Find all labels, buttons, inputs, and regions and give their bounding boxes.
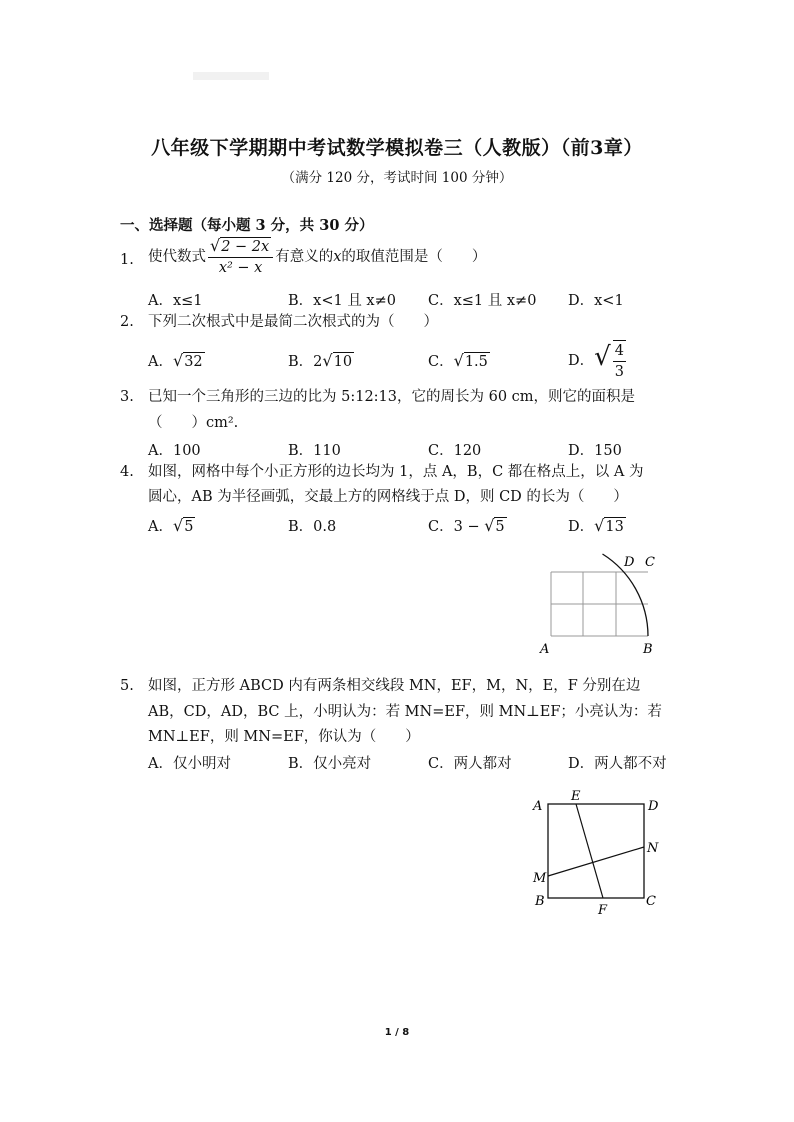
top-mark [193, 72, 269, 80]
q2-option-b[interactable]: B．2√10 [288, 351, 353, 370]
q5-line1: 如图，正方形 ABCD 内有两条相交线段 MN，EF，M，N，E，F 分别在边 [148, 678, 641, 694]
q1-text-before: 使代数式 [148, 249, 206, 265]
q1-var: x [333, 249, 342, 265]
q3-line2: （ ）cm². [148, 415, 239, 431]
q5-option-d[interactable]: D．两人都不对 [568, 756, 667, 772]
q3-option-a[interactable]: A．100 [148, 443, 201, 459]
q1-option-c[interactable]: C．x≤1 且 x≠0 [428, 293, 537, 309]
q5-number: 5. [120, 678, 134, 694]
q4-label-c: C [645, 555, 655, 570]
q5-label-d: D [648, 799, 659, 814]
q4-number: 4. [120, 464, 134, 480]
q5-label-c: C [646, 894, 656, 909]
q5-square-figure [527, 788, 667, 918]
q5-option-b[interactable]: B．仅小亮对 [288, 756, 372, 772]
q4-label-b: B [643, 642, 653, 657]
q4-option-d[interactable]: D．√13 [568, 516, 624, 535]
q4-option-a[interactable]: A．√5 [148, 516, 194, 535]
q4-grid-figure [535, 548, 665, 658]
q5-label-e: E [571, 789, 581, 804]
q5-option-c[interactable]: C．两人都对 [428, 756, 512, 772]
page-subtitle: （满分 120 分，考试时间 100 分钟） [281, 170, 513, 186]
q2-option-a[interactable]: A．√32 [148, 351, 203, 370]
page-title: 八年级下学期期中考试数学模拟卷三（人教版）（前3章） [151, 137, 643, 159]
q5-label-f: F [598, 903, 608, 918]
q3-option-c[interactable]: C．120 [428, 443, 482, 459]
q2-number: 2. [120, 314, 134, 330]
q4-option-c[interactable]: C．3 − √5 [428, 516, 505, 535]
q1-number: 1. [120, 252, 134, 268]
q3-line1: 已知一个三角形的三边的比为 5:12:13，它的周长为 60 cm，则它的面积是 [148, 389, 636, 405]
q5-line2: AB，CD，AD，BC 上，小明认为：若 MN=EF，则 MN⊥EF；小亮认为：若 [148, 704, 662, 720]
q4-label-d: D [624, 555, 635, 570]
q3-option-d[interactable]: D．150 [568, 443, 622, 459]
q1-option-b[interactable]: B．x<1 且 x≠0 [288, 293, 396, 309]
section-heading: 一、选择题（每小题 3 分，共 30 分） [120, 217, 374, 234]
q5-segment-ef [576, 804, 603, 898]
q3-number: 3. [120, 389, 134, 405]
q4-label-a: A [540, 642, 550, 657]
q1-denominator: x² − x [218, 260, 263, 276]
q5-option-a[interactable]: A．仅小明对 [148, 756, 231, 772]
q4-line2: 圆心，AB 为半径画弧，交最上方的网格线于点 D，则 CD 的长为（ ） [148, 489, 628, 505]
q2-option-c[interactable]: C．√1.5 [428, 351, 488, 370]
q5-label-a: A [533, 799, 543, 814]
q3-option-b[interactable]: B．110 [288, 443, 341, 459]
q5-label-b: B [535, 894, 545, 909]
q1-text-after: 有意义的 [275, 249, 334, 265]
q5-label-n: N [647, 841, 659, 856]
q1-option-a[interactable]: A．x≤1 [148, 293, 203, 309]
q1-option-d[interactable]: D．x<1 [568, 293, 624, 309]
q1-text-end: 的取值范围是（ ） [341, 249, 487, 265]
page-number: 1 / 8 [384, 1027, 410, 1038]
q5-line3: MN⊥EF，则 MN=EF，你认为（ ） [148, 729, 420, 745]
q2-d-fraction: $\frac{4}{3}$ [613, 340, 626, 382]
q2-option-d[interactable]: D．√ $\frac{4}{3}$ [568, 342, 624, 380]
q2-stem: 下列二次根式中是最简二次根式的为（ ） [148, 314, 438, 330]
q1-numerator: √2 − 2x [208, 236, 273, 258]
q4-option-b[interactable]: B．0.8 [288, 519, 337, 535]
q1-fraction [208, 236, 273, 278]
q5-label-m: M [533, 871, 547, 886]
q4-line1: 如图，网格中每个小正方形的边长均为 1，点 A，B，C 都在格点上，以 A 为 [148, 464, 644, 480]
q1-stem [148, 236, 486, 278]
q4-grid-lines [551, 572, 648, 636]
